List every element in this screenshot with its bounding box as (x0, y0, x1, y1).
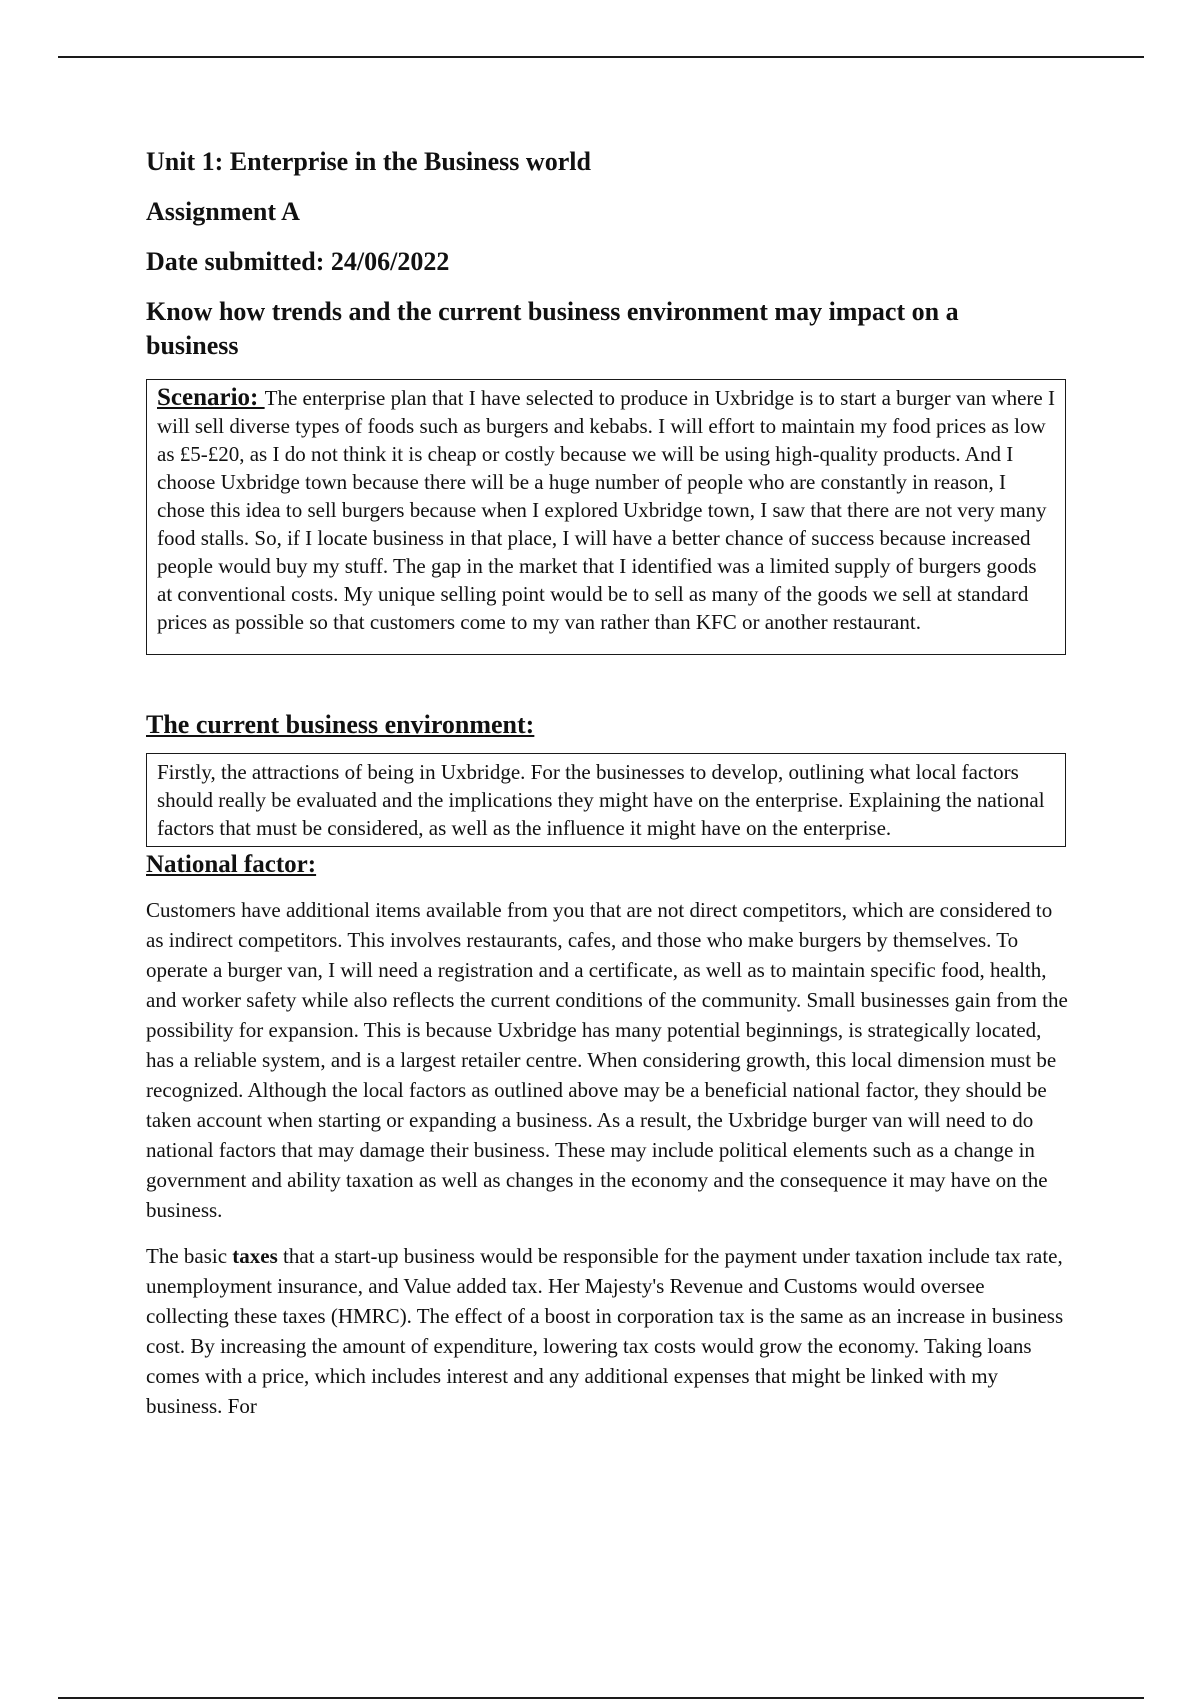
taxes-paragraph (146, 1241, 1071, 1421)
assignment-label: Assignment A (146, 197, 300, 226)
document-body (146, 145, 1071, 1437)
national-factor-paragraph: Customers have additional items available from you that are not direct competitors, which are considered to as indirect competitors. This involves restaurants, cafes, and those who make burgers by themselves. To operate a burger van, I will need a registration and a certificate, as well as to maintain specific food, health, and worker safety while also reflects the current conditions of the community. Small businesses gain from the possibility for expansion. This is because Uxbridge has many potential beginnings, is strategically located, has a reliable system, and is a largest retailer centre. When considering growth, this local dimension must be recognized. Although the local factors as outlined above may be a beneficial national factor, they should be taken account when starting or expanding a business. As a result, the Uxbridge burger van will need to do national factors that may damage their business. These may include political elements such as a change in government and ability taxation as well as changes in the economy and the consequence it may have on the business. (146, 898, 1068, 1222)
scenario-text: The enterprise plan that I have selected to produce in Uxbridge is to start a burger van where I will sell diverse types of foods such as burgers and kebabs. I will effort to maintain my food prices as low as £5-£20, as I do not think it is cheap or costly because we will be using high-quality products. And I choose Uxbridge town because there will be a huge number of people who are constantly in reason, I chose this idea to sell burgers because when I explored Uxbridge town, I saw that there are not very many food stalls. So, if I locate business in that place, I will have a better chance of success because increased people would buy my stuff. The gap in the market that I identified was a limited supply of burgers goods at conventional costs. My unique selling point would be to sell as many of the goods we sell at standard prices as possible so that customers come to my van rather than KFC or another restaurant. (157, 386, 1055, 634)
national-factor-heading: National factor: (146, 851, 317, 878)
environment-text: Firstly, the attractions of being in Uxbridge. For the businesses to develop, outlining what local factors should really be evaluated and the implications they might have on the enterprise. Explaining the national factors that must be considered, as well as the influence it might have on the enterprise. (157, 760, 1045, 840)
taxes-keyword: taxes (232, 1244, 278, 1268)
date-submitted: Date submitted: 24/06/2022 (146, 247, 450, 276)
unit-title: Unit 1: Enterprise in the Business world (146, 147, 591, 176)
taxes-paragraph-rest: that a start-up business would be responsible for the payment under taxation include tax rate, unemployment insurance, and Value added tax. Her Majesty's Revenue and Customs would oversee collecting these taxes (HMRC). The effect of a boost in corporation tax is the same as an increase in business cost. By increasing the amount of expenditure, lowering tax costs would grow the economy. Taking loans comes with a price, which includes interest and any additional expenses that might be linked with my business. For (146, 1244, 1064, 1418)
top-rule (58, 56, 1144, 58)
scenario-box (146, 379, 1066, 655)
business-environment-heading: The current business environment: (146, 710, 535, 739)
bottom-rule (58, 1697, 1144, 1699)
environment-box (146, 753, 1066, 847)
taxes-paragraph-start: The basic (146, 1244, 233, 1268)
objective-heading: Know how trends and the current business environment may impact on a business (146, 297, 959, 360)
scenario-label: Scenario: (157, 384, 265, 411)
